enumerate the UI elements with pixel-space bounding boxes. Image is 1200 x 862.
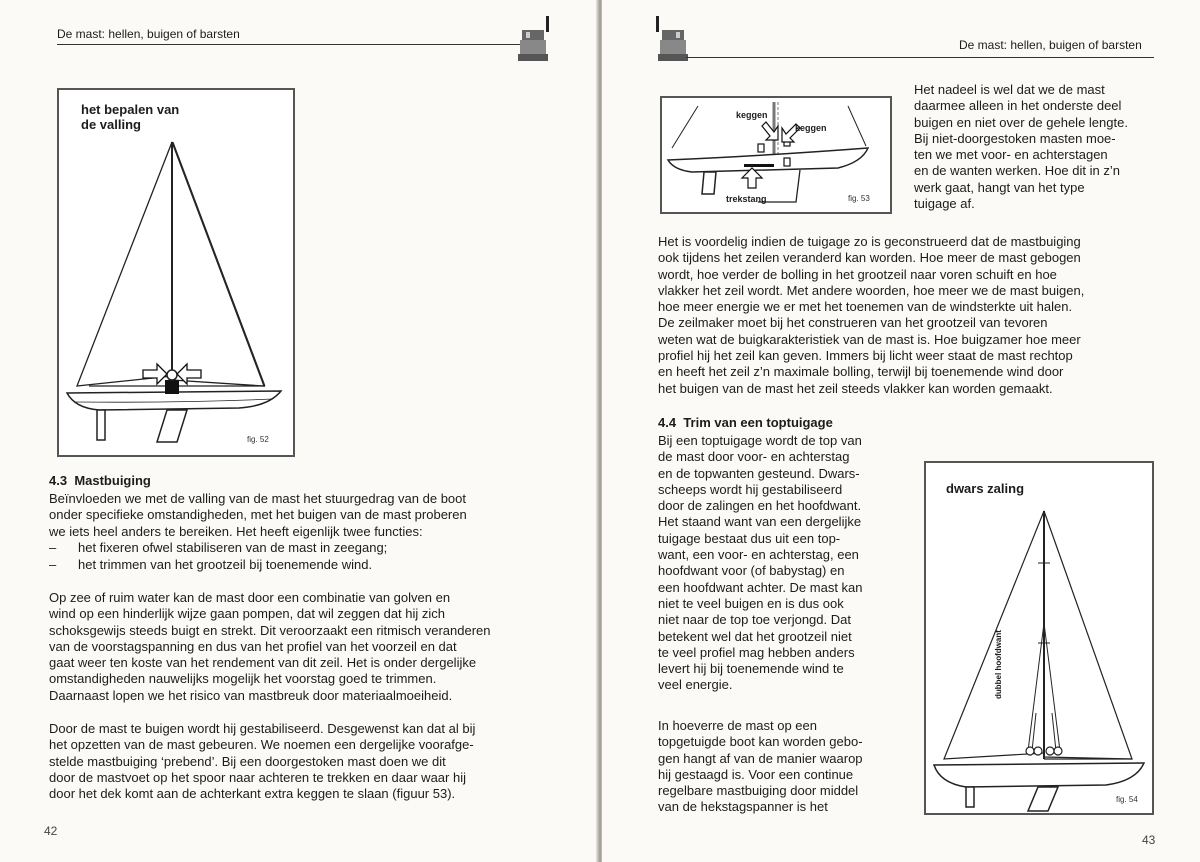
section-heading-4-3: 4.3 Mastbuiging [49, 473, 151, 488]
figure-52-caption: fig. 52 [247, 435, 269, 444]
left-page [0, 0, 598, 862]
bullet-item: – het fixeren ofwel stabiliseren van de mast in zeegang; [49, 540, 388, 555]
winch-icon [652, 14, 694, 66]
figure-53-label-keggen: keggen [795, 123, 827, 133]
figure-53 [660, 96, 892, 214]
winch-icon [512, 14, 554, 66]
figure-52-title: het bepalen van de valling [81, 102, 180, 132]
paragraph-prebend: Door de mast te buigen wordt hij gestabiliseerd. Desgewenst kan dat al bij het opzetten van de mast gebeuren. We noemen een dergelijke voorafge- stelde mastbuiging ‘prebend’. Bij een doorgestoken mast doen we dit door de mastvoet op het spoor naar achteren te trekken en daar waar hij door het dek komt aan de achterkant extra keggen te slaan (figuur 53). [49, 721, 476, 802]
paragraph-hoeverre: In hoeverre de mast op een topgetuigde boot kan worden gebo- gen hangt af van de manier waarop hij gestaagd is. Voor een continue regelbare mastbuiging door middel van de hekstagspanner is het [658, 718, 863, 815]
figure-54-title: dwars zaling [946, 481, 1025, 496]
header-rule-right [686, 57, 1154, 58]
running-head-left: De mast: hellen, buigen of barsten [57, 27, 240, 41]
right-page [602, 0, 1200, 862]
page-number-left: 42 [44, 824, 58, 838]
paragraph-intro: Beïnvloeden we met de valling van de mast het stuurgedrag van de boot onder specifieke omstandigheden, met het buigen van de mast proberen we iets heel anders te bereiken. Het heeft eigenlijk twee functies: [49, 491, 467, 539]
bullet-item: – het trimmen van het grootzeil bij toenemende wind. [49, 557, 373, 572]
page-number-right: 43 [1142, 833, 1156, 847]
figure-53-caption: fig. 53 [848, 194, 870, 203]
figure-52 [57, 88, 295, 457]
running-head-right: De mast: hellen, buigen of barsten [959, 38, 1142, 52]
sailboat-valling-drawing [59, 90, 293, 455]
header-rule-left [57, 44, 520, 45]
sailboat-toptuigage-drawing [926, 463, 1152, 813]
figure-53-label-keggen: keggen [736, 110, 768, 120]
paragraph-toptuigage: Bij een toptuigage wordt de top van de mast door voor- en achterstag en de topwanten gesteund. Dwars- scheeps wordt hij gestabiliseerd door de zalingen en het hoofdwant. Het staand want van een dergelijke tuigage bestaat dus uit een top- want, een voor- en achterstag, een hoofdwant voor (of babystag) en een hoofdwant achter. De mast kan niet te veel buigen en is dus ook niet naar de top toe verjongd. Dat betekent wel dat het grootzeil niet te veel profiel mag hebben anders levert hij bij toenemende wind te veel energie. [658, 433, 863, 693]
figure-53-label-trekstang: trekstang [726, 194, 767, 204]
paragraph-pompen: Op zee of ruim water kan de mast door een combinatie van golven en wind op een hinderlijk wijze gaan pompen, dat wil zeggen dat hij zich schoksgewijs steeds buigt en strekt. Dit veroorzaakt een ritmisch veranderen van de voorstagspanning en dus van het profiel van het voorzeil en dat gaat weer ten koste van het rendement van dit zeil. Het is onder dergelijke omstandigheden nauwelijks mogelijk het voorstag goed te trimmen. Daarnaast lopen we het risico van mastbreuk door materiaalmoeiheid. [49, 590, 491, 703]
section-heading-4-4: 4.4 Trim van een toptuigage [658, 415, 833, 430]
figure-54-label-hoofdwant: dubbel hoofdwant [994, 630, 1003, 699]
figure-54-caption: fig. 54 [1116, 795, 1138, 804]
paragraph-nadeel: Het nadeel is wel dat we de mast daarmee alleen in het onderste deel buigen en niet over de gehele lengte. Bij niet-doorgestoken masten moe- ten we met voor- en achterstagen en de wanten werken. Hoe dit in z’n werk gaat, hangt van het type tuigage af. [914, 82, 1128, 212]
paragraph-voordelig: Het is voordelig indien de tuigage zo is geconstrueerd dat de mastbuiging ook tijdens het zeilen veranderd kan worden. Hoe meer de mast gebogen wordt, hoe verder de bolling in het grootzeil naar voren schuift en hoe vlakker het zeil wordt. Met andere woorden, hoe meer we de mast buigen, hoe meer energie we er met het toenemen van de windsterkte uit halen. De zeilmaker moet bij het construeren van het grootzeil van tevoren weten wat de buigkarakteristiek van de mast is. Hoe buigzamer hoe meer profiel hij het zeil kan geven. Immers bij licht weer staat de mast rechtop en heeft het zeil z’n maximale bolling, terwijl bij toenemende wind door het buigen van de mast het zeil steeds vlakker kan worden gemaakt. [658, 234, 1085, 396]
figure-54 [924, 461, 1154, 815]
